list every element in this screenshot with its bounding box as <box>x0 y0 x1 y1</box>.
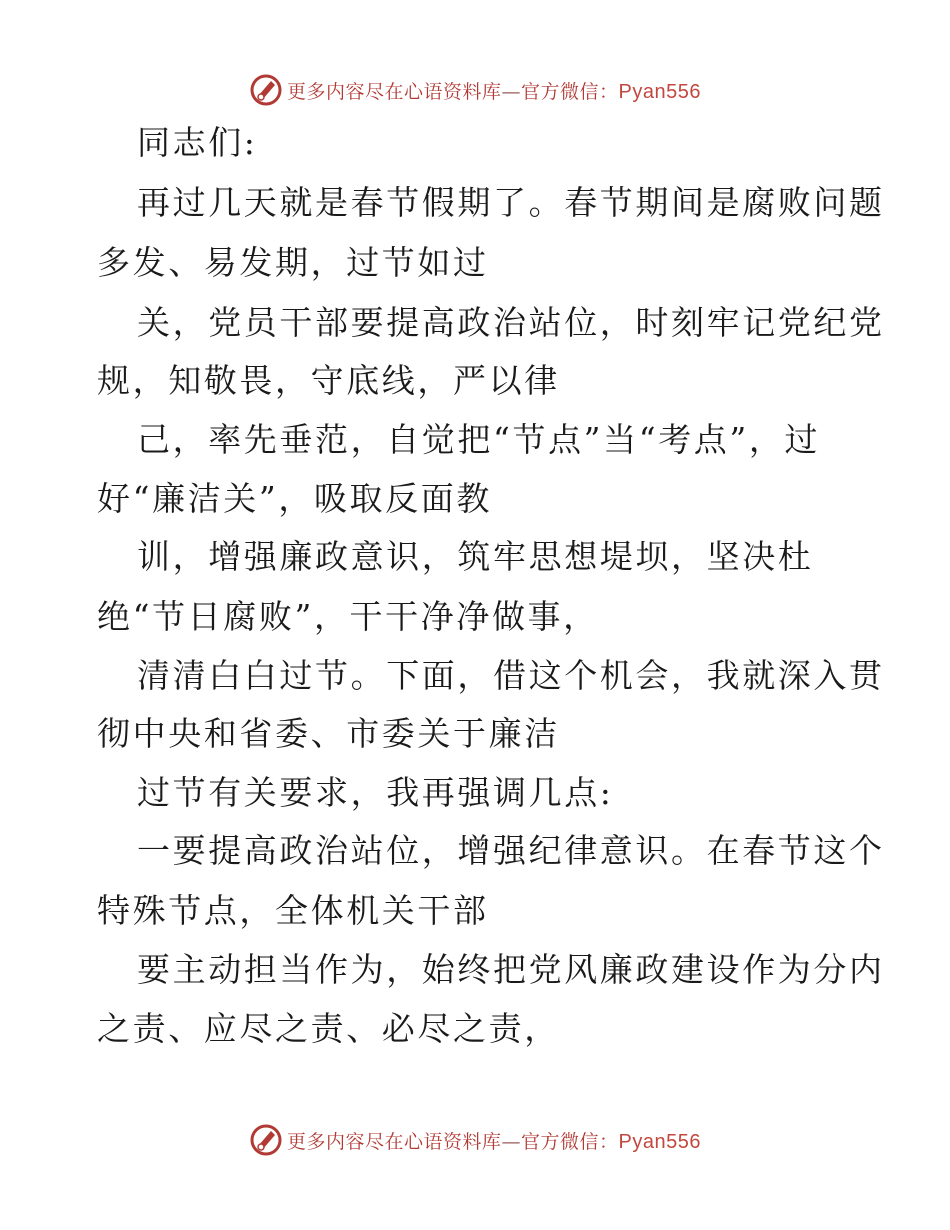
pen-nib-logo-icon <box>249 1123 283 1157</box>
banner-main-text: 更多内容尽在心语资料库 <box>287 80 502 103</box>
banner-text <box>287 1127 701 1154</box>
text-line: 同志们: <box>137 123 258 162</box>
header-banner <box>0 73 950 107</box>
text-line: 己，率先垂范，自觉把“节点”当“考点”，过 <box>137 420 821 459</box>
pen-nib-logo-icon <box>249 73 283 107</box>
text-line: 彻中央和省委、市委关于廉洁 <box>97 714 560 753</box>
banner-wechat-label: 官方微信： <box>521 80 619 103</box>
text-line: 一要提高政治站位，增强纪律意识。在春节这个 <box>137 831 885 870</box>
text-line: 之责、应尽之责、必尽之责， <box>97 1009 560 1048</box>
text-line: 训，增强廉政意识，筑牢思想堤坝，坚决杜 <box>137 537 814 576</box>
text-line: 要主动担当作为，始终把党风廉政建设作为分内 <box>137 950 885 989</box>
text-line: 多发、易发期，过节如过 <box>97 243 489 282</box>
text-line: 关，党员干部要提高政治站位，时刻牢记党纪党 <box>137 303 885 342</box>
text-line: 再过几天就是春节假期了。春节期间是腐败问题 <box>137 183 885 222</box>
banner-wechat-id: Pyan556 <box>618 1130 701 1153</box>
banner-wechat-label: 官方微信： <box>521 1130 619 1153</box>
footer-banner <box>0 1123 950 1157</box>
text-line: 特殊节点，全体机关干部 <box>97 891 489 930</box>
text-line: 绝“节日腐败”，干干净净做事， <box>97 597 599 636</box>
text-line: 清清白白过节。下面，借这个机会，我就深入贯 <box>137 656 885 695</box>
text-line: 规，知敬畏，守底线，严以律 <box>97 361 560 400</box>
banner-wechat-id: Pyan556 <box>618 80 701 103</box>
text-line: 好“廉洁关”，吸取反面教 <box>97 479 492 518</box>
banner-main-text: 更多内容尽在心语资料库 <box>287 1130 502 1153</box>
banner-dash: — <box>501 80 522 103</box>
text-line: 过节有关要求，我再强调几点: <box>137 773 614 812</box>
banner-dash: — <box>501 1130 522 1153</box>
banner-text <box>287 77 701 104</box>
